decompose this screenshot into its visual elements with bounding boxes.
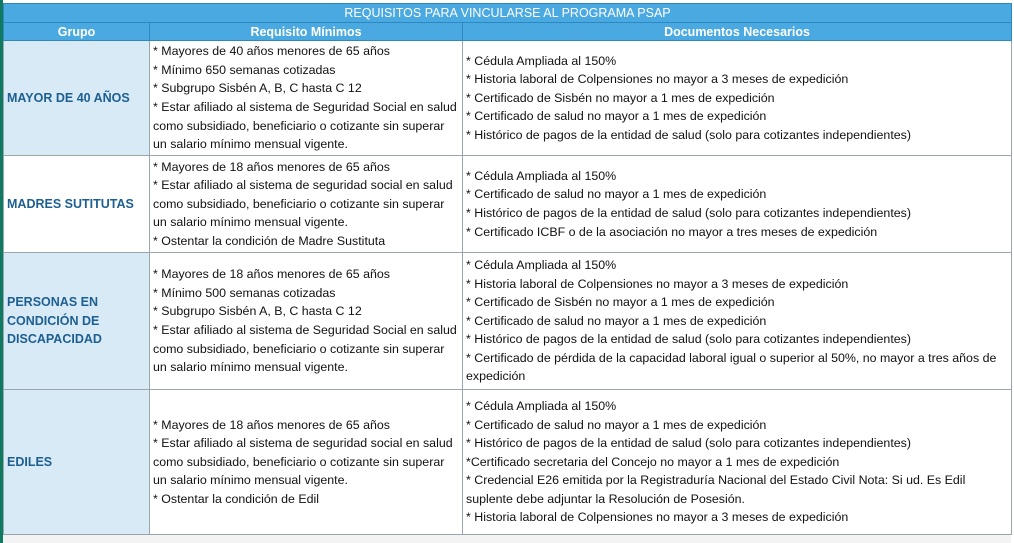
group-cell[interactable]: MAYOR DE 40 AÑOS xyxy=(4,41,150,156)
requirements-cell[interactable] xyxy=(150,390,463,535)
table-row xyxy=(4,41,1012,156)
requirement-line: * Estar afiliado al sistema de Seguridad Social en salud como subsidiado, beneficiario o cotizante sin superar un salario mínimo mensual vigente. xyxy=(153,323,457,375)
document-line: * Certificado de pérdida de la capacidad laboral igual o superior al 50%, no mayor a tres años de expedición xyxy=(466,350,997,384)
table-title[interactable]: REQUISITOS PARA VINCULARSE AL PROGRAMA PSAP xyxy=(4,4,1012,23)
document-line: * Historia laboral de Colpensiones no mayor a 3 meses de expedición xyxy=(466,510,849,525)
documents-cell[interactable] xyxy=(463,253,1012,390)
requirement-line: * Mínimo 500 semanas cotizadas xyxy=(153,285,336,300)
document-line: * Cédula Ampliada al 150% xyxy=(466,53,617,68)
document-line: * Certificado ICBF o de la asociación no mayor a tres meses de expedición xyxy=(466,224,878,239)
header-row xyxy=(4,23,1012,41)
header-documents[interactable]: Documentos Necesarios xyxy=(463,23,1012,41)
document-line: * Historia laboral de Colpensiones no mayor a 3 meses de expedición xyxy=(466,276,849,291)
group-cell[interactable]: MADRES SUTITUTAS xyxy=(4,156,150,253)
documents-cell[interactable] xyxy=(463,390,1012,535)
group-cell[interactable]: EDILES xyxy=(4,390,150,535)
requirements-cell[interactable] xyxy=(150,41,463,156)
requirement-line: * Mayores de 40 años menores de 65 años xyxy=(153,44,390,59)
requirement-line: * Estar afiliado al sistema de seguridad social en salud como subsidiado, beneficiario o cotizante sin superar un salario mínimo mensual vigente. xyxy=(153,436,453,488)
document-line: * Certificado de salud no mayor a 1 mes de expedición xyxy=(466,313,767,328)
requirement-line: * Subgrupo Sisbén A, B, C hasta C 12 xyxy=(153,81,362,96)
requirement-line: * Mayores de 18 años menores de 65 años xyxy=(153,159,390,174)
document-line: * Credencial E26 emitida por la Registraduría Nacional del Estado Civil Nota: Si ud. Es Edil suplente debe adjuntar la Resolución de Posesión. xyxy=(466,473,966,506)
document-line: * Certificado de salud no mayor a 1 mes de expedición xyxy=(466,187,767,202)
document-line: * Certificado de Sisbén no mayor a 1 mes de expedición xyxy=(466,295,775,310)
documents-cell[interactable] xyxy=(463,156,1012,253)
requirement-line: * Subgrupo Sisbén A, B, C hasta C 12 xyxy=(153,304,362,319)
requirement-line: * Mayores de 18 años menores de 65 años xyxy=(153,417,390,432)
table-row xyxy=(4,253,1012,390)
document-line: * Certificado de salud no mayor a 1 mes de expedición xyxy=(466,417,767,432)
document-line: * Histórico de pagos de la entidad de salud (solo para cotizantes independientes) xyxy=(466,332,911,347)
document-line: * Histórico de pagos de la entidad de salud (solo para cotizantes independientes) xyxy=(466,436,911,451)
document-line: * Histórico de pagos de la entidad de salud (solo para cotizantes independientes) xyxy=(466,127,911,142)
requirement-line: * Estar afiliado al sistema de seguridad social en salud como subsidiado, beneficiario o cotizante sin superar un salario mínimo mensual vigente. xyxy=(153,178,453,230)
header-requirements[interactable]: Requisito Mínimos xyxy=(150,23,463,41)
documents-cell[interactable] xyxy=(463,41,1012,156)
requirement-line: * Ostentar la condición de Madre Sustituta xyxy=(153,233,386,248)
title-row xyxy=(4,4,1012,23)
document-line: * Historia laboral de Colpensiones no mayor a 3 meses de expedición xyxy=(466,72,849,87)
document-line: * Certificado de Sisbén no mayor a 1 mes de expedición xyxy=(466,90,775,105)
table-row xyxy=(4,390,1012,535)
requirement-line: * Ostentar la condición de Edil xyxy=(153,491,319,506)
sheet-bottom-strip xyxy=(3,535,1011,543)
requirement-line: * Mínimo 650 semanas cotizadas xyxy=(153,62,336,77)
document-line: * Cédula Ampliada al 150% xyxy=(466,168,617,183)
document-line: * Cédula Ampliada al 150% xyxy=(466,257,617,272)
requirement-line: * Mayores de 18 años menores de 65 años xyxy=(153,267,390,282)
requirements-cell[interactable] xyxy=(150,253,463,390)
requirement-line: * Estar afiliado al sistema de Seguridad Social en salud como subsidiado, beneficiario o cotizante sin superar un salario mínimo mensual vigente. xyxy=(153,100,457,152)
table-row xyxy=(4,156,1012,253)
document-line: *Certificado secretaria del Concejo no mayor a 1 mes de expedición xyxy=(466,454,840,469)
group-cell[interactable]: PERSONAS EN CONDICIÓN DE DISCAPACIDAD xyxy=(4,253,150,390)
document-line: * Histórico de pagos de la entidad de salud (solo para cotizantes independientes) xyxy=(466,206,911,220)
header-group[interactable]: Grupo xyxy=(4,23,150,41)
requirements-cell[interactable] xyxy=(150,156,463,253)
document-line: * Certificado de salud no mayor a 1 mes de expedición xyxy=(466,109,767,124)
document-line: * Cédula Ampliada al 150% xyxy=(466,398,617,413)
requirements-table xyxy=(3,3,1012,535)
